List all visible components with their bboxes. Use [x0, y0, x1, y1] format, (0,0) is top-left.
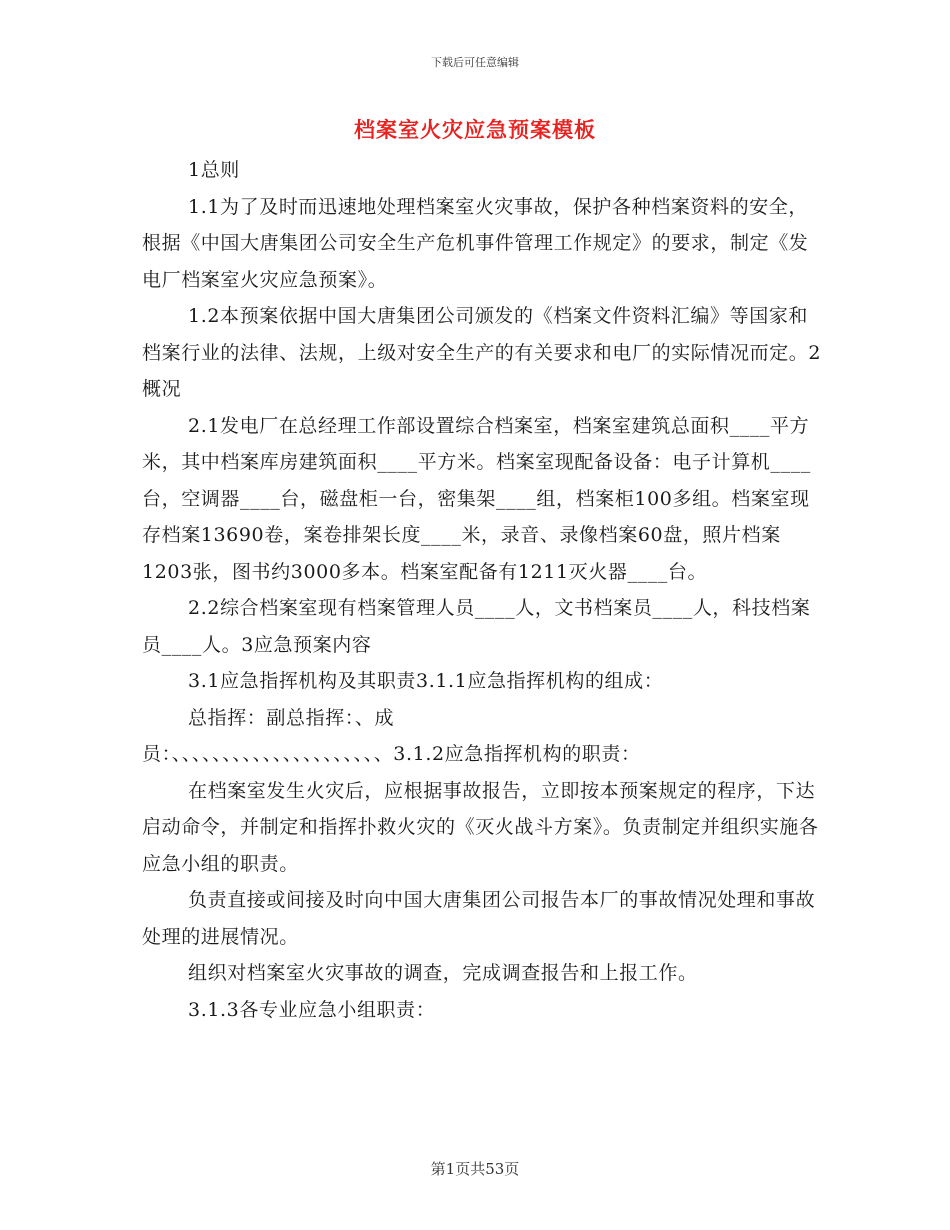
header-note: 下载后可任意编辑: [431, 56, 519, 69]
paragraph: 1.2本预案依据中国大唐集团公司颁发的《档案文件资料汇编》等国家和档案行业的法律、法规，上级对安全生产的有关要求和电厂的实际情况而定。2概况: [142, 305, 822, 400]
paragraph: 总指挥：副总指挥：、成: [188, 706, 395, 729]
paragraph: 组织对档案室火灾事故的调查，完成调查报告和上报工作。: [188, 962, 698, 984]
paragraph: 员：、、、、、、、、、、、、、、、、、、、、、3.1.2应急指挥机构的职责：: [142, 743, 641, 765]
paragraph: 3.1应急指挥机构及其职责3.1.1应急指挥机构的组成：: [188, 670, 664, 692]
paragraph: 2.2综合档案室现有档案管理人员____人，文书档案员____人，科技档案员____人。3应急预案内容: [142, 597, 811, 656]
document-body: [142, 152, 822, 1028]
page-footer: 第1页共53页: [430, 1160, 520, 1178]
paragraph: 3.1.3各专业应急小组职责：: [188, 998, 436, 1021]
paragraph: 在档案室发生火灾后，应根据事故报告，立即按本预案规定的程序，下达启动命令，并制定和指挥扑救火灾的《灭火战斗方案》。负责制定并组织实施各应急小组的职责。: [142, 779, 819, 875]
paragraph: 2.1发电厂在总经理工作部设置综合档案室，档案室建筑总面积____平方米，其中档案库房建筑面积____平方米。档案室现配备设备：电子计算机____台，空调器____台，磁盘柜一台，密集架____组，档案柜100多组。档案室现存档案13690卷，案卷排架长度____米，录音、录像档案60盘，照片档案1203张，图书约3000多本。档案室配备有1211灭火器____台。: [142, 414, 811, 583]
paragraph: 负责直接或间接及时向中国大唐集团公司报告本厂的事故情况处理和事故处理的进展情况。: [142, 889, 816, 948]
document-title: 档案室火灾应急预案模板: [354, 117, 596, 142]
paragraph: 1总则: [188, 159, 240, 181]
paragraph: 1.1为了及时而迅速地处理档案室火灾事故，保护各种档案资料的安全，根据《中国大唐集团公司安全生产危机事件管理工作规定》的要求，制定《发电厂档案室火灾应急预案》。: [142, 195, 809, 291]
